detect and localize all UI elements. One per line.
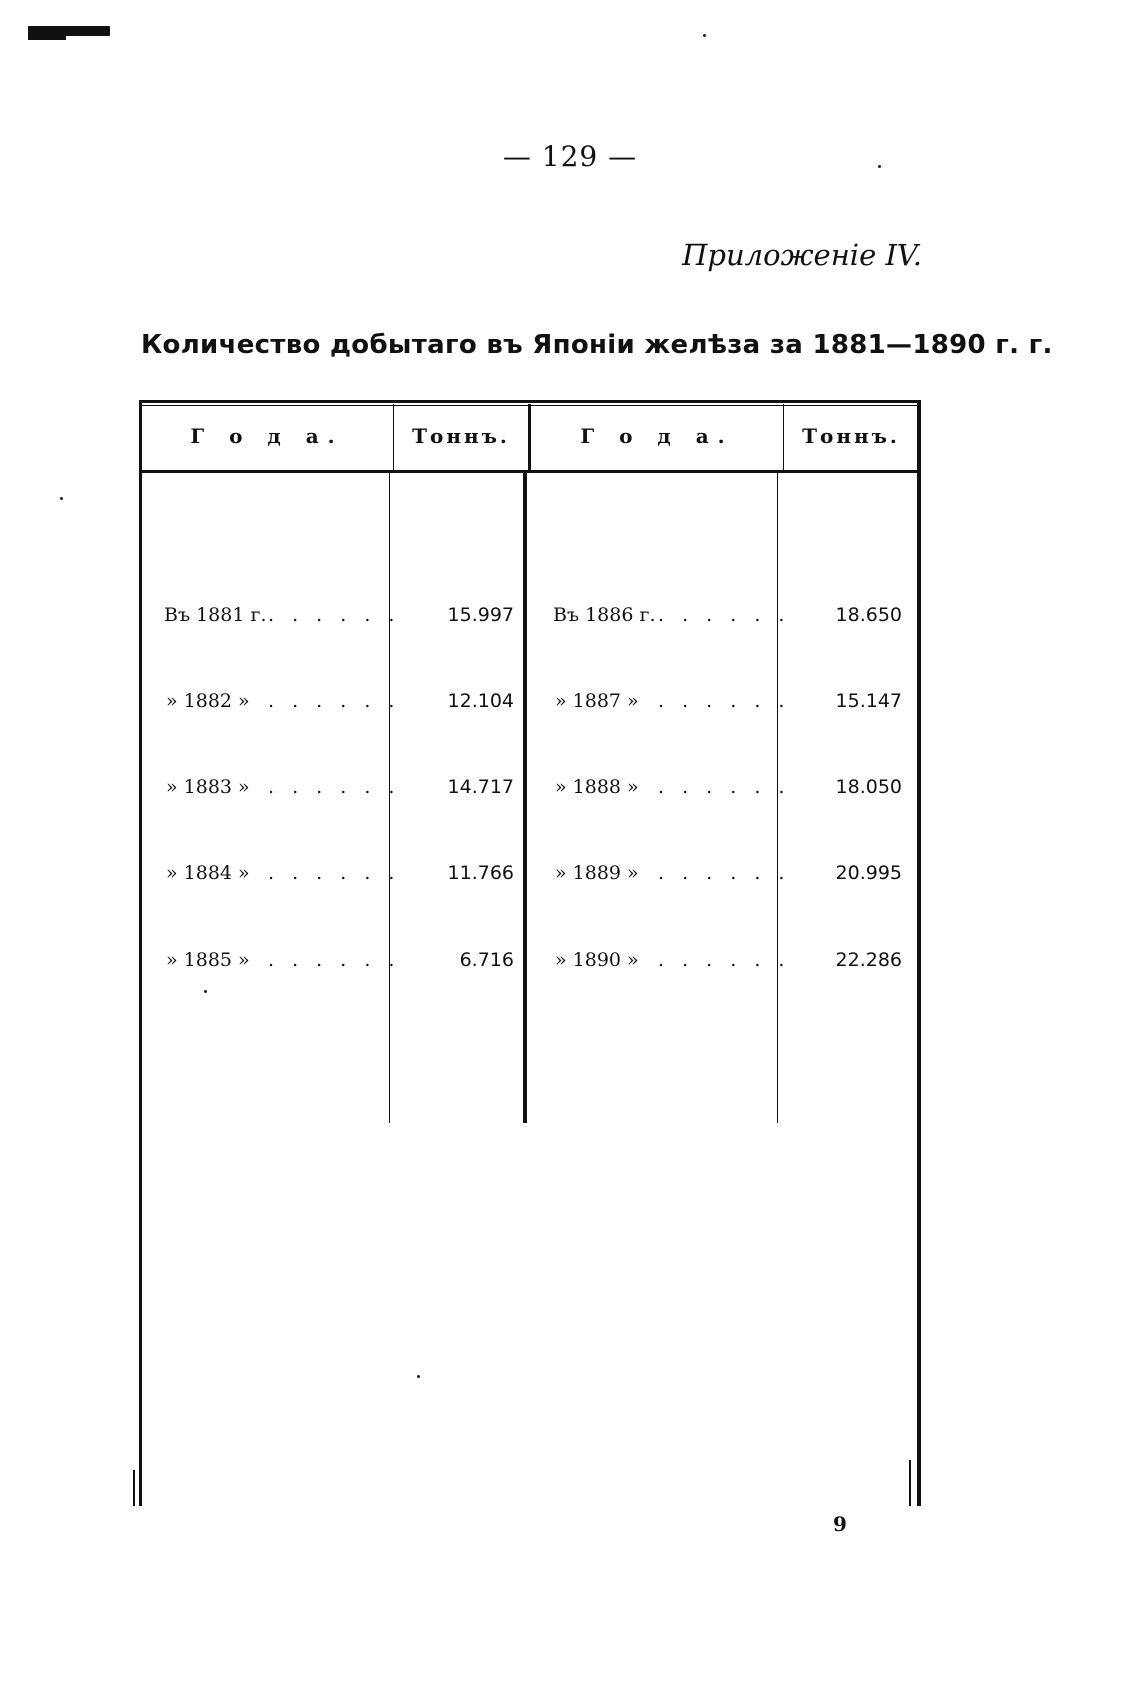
- leader-dots: . . . . . .: [658, 776, 791, 798]
- table-right-border: [917, 400, 921, 1506]
- tonnage-value: 12.104: [447, 690, 514, 712]
- scan-corner-mark: [28, 26, 110, 36]
- scan-speck: [204, 990, 207, 993]
- header-divider-3: [783, 404, 784, 472]
- page-number: — 129 —: [502, 140, 638, 173]
- table-left-border-tail: [133, 1470, 135, 1506]
- tonnage-value: 14.717: [447, 776, 514, 798]
- column-divider-2: [523, 473, 527, 1123]
- tonnage-value: 18.050: [835, 776, 902, 798]
- table-left-border: [139, 400, 142, 1506]
- year-label: » 1888 »: [555, 776, 639, 798]
- header-years-right: Г о д а.: [580, 424, 734, 448]
- leader-dots: . . . . . .: [268, 776, 401, 798]
- year-label: Въ 1886 г.: [553, 604, 656, 626]
- year-label: » 1890 »: [555, 949, 639, 971]
- leader-dots: . . . . . .: [658, 862, 791, 884]
- header-divider-2: [528, 404, 531, 472]
- leader-dots: . . . . . .: [658, 690, 791, 712]
- column-divider-3: [777, 473, 778, 1123]
- tonnage-value: 22.286: [835, 949, 902, 971]
- tonnage-value: 15.997: [447, 604, 514, 626]
- tonnage-value: 6.716: [459, 949, 514, 971]
- leader-dots: . . . . . .: [658, 949, 791, 971]
- header-years-left: Г о д а.: [190, 424, 344, 448]
- signature-folio: 9: [833, 1512, 847, 1536]
- leader-dots: . . . . . .: [268, 862, 401, 884]
- table-top-rule: [140, 400, 920, 403]
- year-label: » 1885 »: [166, 949, 250, 971]
- year-label: » 1887 »: [555, 690, 639, 712]
- year-label: » 1884 »: [166, 862, 250, 884]
- scan-speck: [417, 1375, 420, 1378]
- year-label: Въ 1881 г.: [164, 604, 267, 626]
- header-divider-1: [393, 404, 394, 472]
- table-right-border-tail: [909, 1460, 911, 1506]
- year-label: » 1889 »: [555, 862, 639, 884]
- header-tons-right: Тоннъ.: [802, 424, 900, 448]
- leader-dots: . . . . . .: [268, 690, 401, 712]
- year-label: » 1883 »: [166, 776, 250, 798]
- appendix-heading: Приложенiе IV.: [682, 238, 922, 272]
- header-tons-left: Тоннъ.: [412, 424, 510, 448]
- table-title: Количество добытаго въ Японiи желѣза за 1881—1890 г. г.: [141, 330, 1053, 360]
- leader-dots: . . . . . .: [268, 604, 401, 626]
- tonnage-value: 11.766: [447, 862, 514, 884]
- scan-speck: [60, 497, 63, 500]
- year-label: » 1882 »: [166, 690, 250, 712]
- tonnage-value: 15.147: [835, 690, 902, 712]
- tonnage-value: 18.650: [835, 604, 902, 626]
- column-divider-1: [389, 473, 390, 1123]
- tonnage-value: 20.995: [835, 862, 902, 884]
- scan-speck: [703, 34, 706, 37]
- leader-dots: . . . . . .: [658, 604, 791, 626]
- leader-dots: . . . . . .: [268, 949, 401, 971]
